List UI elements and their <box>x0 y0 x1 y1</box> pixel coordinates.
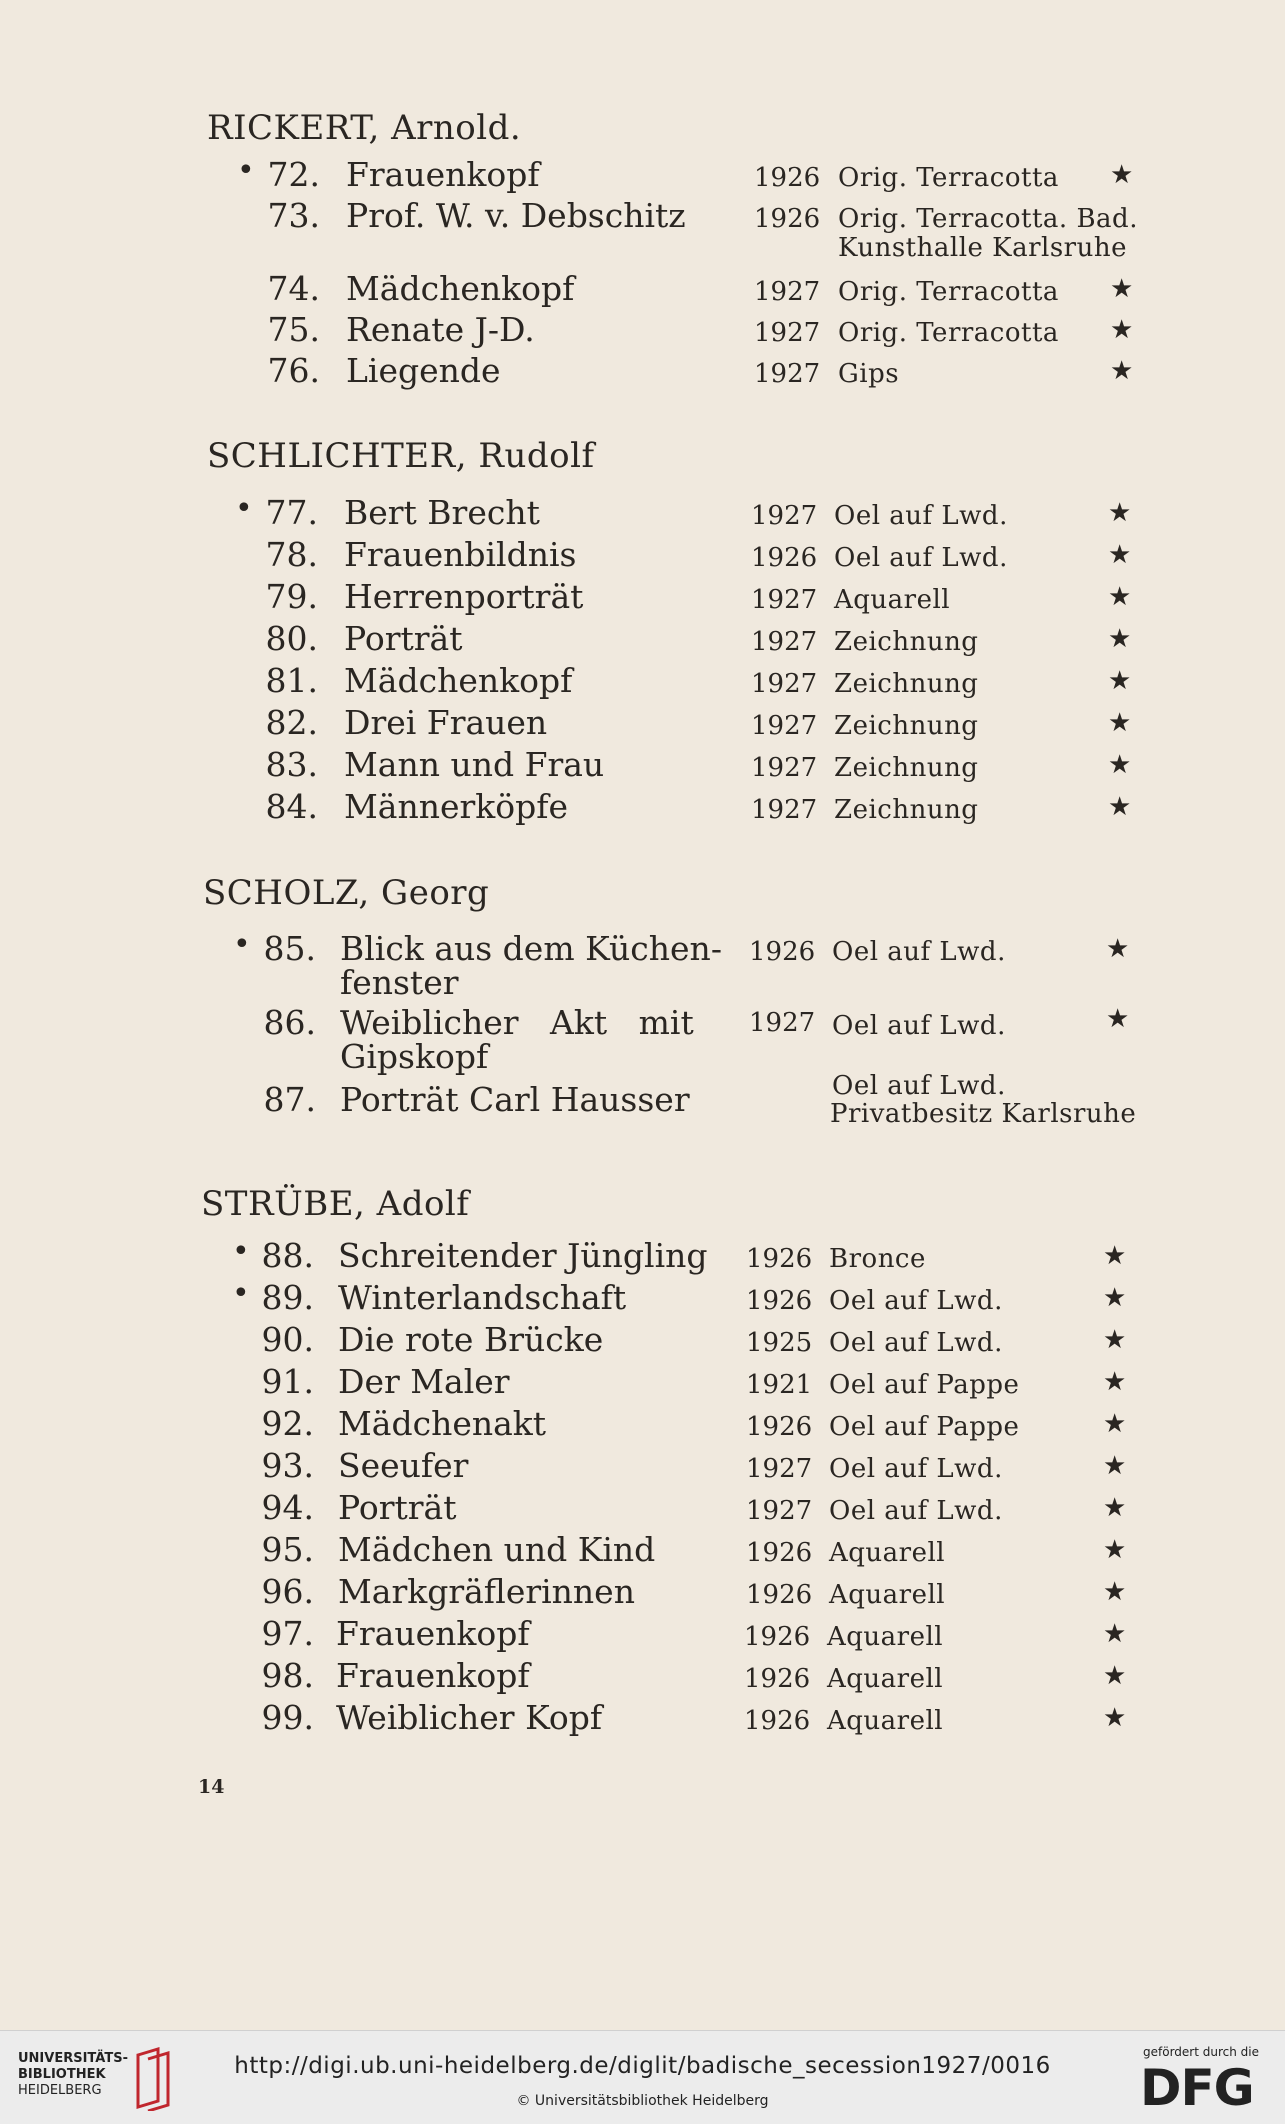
entry-number: 88. <box>261 1236 314 1275</box>
entry-number: 79. <box>265 577 318 616</box>
star-icon: ★ <box>1103 1535 1127 1565</box>
star-icon: ★ <box>1103 1493 1127 1523</box>
star-icon: ★ <box>1103 1241 1127 1271</box>
entry-medium: Orig. Terracotta <box>838 318 1059 348</box>
entry-year: 1925 <box>746 1328 813 1358</box>
entry-year: 1926 <box>744 1622 811 1652</box>
entry-number: 81. <box>265 661 318 700</box>
entry-title: Frauenbildnis <box>344 535 577 574</box>
entry-medium: Aquarell <box>834 585 951 615</box>
digitization-footer <box>0 2030 1285 2124</box>
entry-title: Seeufer <box>338 1446 469 1485</box>
star-icon: ★ <box>1106 1004 1130 1034</box>
star-icon: ★ <box>1110 356 1134 386</box>
entry-title: Der Maler <box>338 1362 510 1401</box>
artist-heading: RICKERT, Arnold. <box>207 108 522 148</box>
star-icon: ★ <box>1108 708 1132 738</box>
star-icon: ★ <box>1103 1451 1127 1481</box>
artist-heading: SCHLICHTER, Rudolf <box>207 436 595 476</box>
entry-number: 90. <box>261 1320 314 1359</box>
entry-title: Mädchenkopf <box>346 269 575 308</box>
entry-medium: Zeichnung <box>834 669 979 699</box>
entry-number: 77. <box>265 493 318 532</box>
entry-medium-note: Privatbesitz Karlsruhe <box>830 1099 1137 1129</box>
entry-number: 80. <box>265 619 318 658</box>
entry-medium: Zeichnung <box>834 753 979 783</box>
entry-number: 75. <box>267 310 320 349</box>
entry-title: Porträt <box>344 619 463 658</box>
entry-number: 98. <box>261 1656 314 1695</box>
entry-year: 1926 <box>754 204 821 234</box>
entry-number: 89. <box>261 1278 314 1317</box>
star-icon: ★ <box>1106 934 1130 964</box>
entry-number: 74. <box>267 269 320 308</box>
entry-year: 1927 <box>754 277 821 307</box>
entry-title: Prof. W. v. Debschitz <box>346 196 686 235</box>
star-icon: ★ <box>1108 624 1132 654</box>
entry-year: 1927 <box>754 359 821 389</box>
entry-year: 1926 <box>746 1286 813 1316</box>
entry-medium: Aquarell <box>829 1580 946 1610</box>
entry-medium: Aquarell <box>827 1622 944 1652</box>
entry-year: 1926 <box>746 1412 813 1442</box>
entry-number: 95. <box>261 1530 314 1569</box>
entry-title: Blick aus dem Küchen- <box>340 929 722 968</box>
entry-number: 85. <box>263 929 316 968</box>
star-icon: ★ <box>1108 498 1132 528</box>
entry-medium: Aquarell <box>827 1664 944 1694</box>
entry-title: Mädchenkopf <box>344 661 573 700</box>
entry-year: 1926 <box>746 1538 813 1568</box>
entry-medium: Orig. Terracotta <box>838 277 1059 307</box>
star-icon: ★ <box>1110 160 1134 190</box>
entry-year: 1927 <box>751 501 818 531</box>
entry-year: 1926 <box>744 1706 811 1736</box>
entry-number: 73. <box>267 196 320 235</box>
entry-title: Mann und Frau <box>344 745 605 784</box>
entry-year: 1927 <box>751 669 818 699</box>
entry-number: 87. <box>263 1080 316 1119</box>
star-icon: ★ <box>1108 540 1132 570</box>
entry-title: Weiblicher Akt mit <box>340 1003 694 1042</box>
entry-number: 83. <box>265 745 318 784</box>
star-icon: ★ <box>1103 1325 1127 1355</box>
entry-year: 1926 <box>746 1580 813 1610</box>
entry-title: Winterlandschaft <box>338 1278 627 1317</box>
entry-number: 78. <box>265 535 318 574</box>
entry-medium: Zeichnung <box>834 711 979 741</box>
highlight-dot: • <box>232 1234 250 1269</box>
entry-title: Schreitender Jüngling <box>338 1236 708 1275</box>
star-icon: ★ <box>1103 1619 1127 1649</box>
entry-title: Frauenkopf <box>336 1656 530 1695</box>
star-icon: ★ <box>1103 1409 1127 1439</box>
entry-year: 1921 <box>746 1370 813 1400</box>
entry-medium: Zeichnung <box>834 795 979 825</box>
star-icon: ★ <box>1103 1367 1127 1397</box>
entry-year: 1926 <box>746 1244 813 1274</box>
entry-title: Porträt <box>338 1488 457 1527</box>
star-icon: ★ <box>1103 1703 1127 1733</box>
highlight-dot: • <box>237 153 255 188</box>
entry-number: 97. <box>261 1614 314 1653</box>
highlight-dot: • <box>232 1276 250 1311</box>
entry-title: Mädchen und Kind <box>338 1530 656 1569</box>
star-icon: ★ <box>1110 274 1134 304</box>
page-number: 14 <box>198 1776 225 1798</box>
library-name-line3: HEIDELBERG <box>18 2083 102 2098</box>
copyright-notice: © Universitätsbibliothek Heidelberg <box>516 2093 769 2109</box>
star-icon: ★ <box>1108 792 1132 822</box>
source-url-link[interactable]: http://digi.ub.uni-heidelberg.de/diglit/badische_secession1927/0016 <box>234 2053 1051 2079</box>
highlight-dot: • <box>233 927 251 962</box>
entry-title: Markgräflerinnen <box>338 1572 635 1611</box>
entry-title: Männerköpfe <box>344 787 569 826</box>
entry-medium: Oel auf Lwd. <box>829 1496 1003 1526</box>
star-icon: ★ <box>1103 1577 1127 1607</box>
entry-number: 84. <box>265 787 318 826</box>
funding-note: gefördert durch die <box>1143 2045 1259 2059</box>
entry-title: Frauenkopf <box>346 155 540 194</box>
entry-medium: Bronce <box>829 1244 926 1274</box>
entry-year: 1927 <box>751 711 818 741</box>
entry-medium: Oel auf Lwd. <box>829 1454 1003 1484</box>
star-icon: ★ <box>1103 1283 1127 1313</box>
dfg-logo: DFG <box>1140 2059 1254 2117</box>
entry-medium: Zeichnung <box>834 627 979 657</box>
entry-number: 99. <box>261 1698 314 1737</box>
entry-medium: Oel auf Lwd. <box>834 543 1008 573</box>
entry-number: 93. <box>261 1446 314 1485</box>
entry-title: Weiblicher Kopf <box>336 1698 603 1737</box>
entry-number: 92. <box>261 1404 314 1443</box>
entry-medium: Orig. Terracotta. Bad. <box>838 204 1138 234</box>
entry-year: 1926 <box>749 937 816 967</box>
entry-medium: Oel auf Lwd. <box>832 1011 1006 1041</box>
entry-title-continued: Gipskopf <box>340 1037 489 1076</box>
entry-title: Bert Brecht <box>344 493 540 532</box>
entry-number: 91. <box>261 1362 314 1401</box>
entry-medium: Oel auf Lwd. <box>834 501 1008 531</box>
entry-medium: Orig. Terracotta <box>838 163 1059 193</box>
library-name-line2: BIBLIOTHEK <box>18 2067 106 2082</box>
entry-year: 1927 <box>751 753 818 783</box>
entry-medium: Oel auf Pappe <box>829 1412 1020 1442</box>
entry-title: Liegende <box>346 351 501 390</box>
entry-year: 1926 <box>754 163 821 193</box>
highlight-dot: • <box>235 491 253 526</box>
entry-title: Drei Frauen <box>344 703 548 742</box>
entry-year: 1927 <box>749 1008 816 1038</box>
entry-title: Herrenporträt <box>344 577 584 616</box>
entry-year: 1926 <box>751 543 818 573</box>
entry-medium: Oel auf Lwd. <box>829 1286 1003 1316</box>
entry-medium-note: Kunsthalle Karlsruhe <box>838 233 1127 263</box>
artist-heading: STRÜBE, Adolf <box>201 1184 470 1224</box>
entry-medium: Aquarell <box>829 1538 946 1568</box>
library-name-line1: UNIVERSITÄTS- <box>18 2051 128 2066</box>
entry-medium: Oel auf Lwd. <box>829 1328 1003 1358</box>
entry-medium: Oel auf Pappe <box>829 1370 1020 1400</box>
entry-title-continued: fenster <box>340 963 459 1002</box>
entry-number: 82. <box>265 703 318 742</box>
entry-year: 1927 <box>754 318 821 348</box>
star-icon: ★ <box>1103 1661 1127 1691</box>
entry-medium: Gips <box>838 359 900 389</box>
star-icon: ★ <box>1108 666 1132 696</box>
entry-medium: Aquarell <box>827 1706 944 1736</box>
entry-title: Frauenkopf <box>336 1614 530 1653</box>
entry-year: 1926 <box>744 1664 811 1694</box>
entry-year: 1927 <box>751 795 818 825</box>
entry-number: 72. <box>267 155 320 194</box>
entry-number: 76. <box>267 351 320 390</box>
entry-number: 94. <box>261 1488 314 1527</box>
entry-year: 1927 <box>751 627 818 657</box>
entry-year: 1927 <box>746 1496 813 1526</box>
entry-year: 1927 <box>746 1454 813 1484</box>
entry-title: Mädchenakt <box>338 1404 547 1443</box>
artist-heading: SCHOLZ, Georg <box>203 873 490 913</box>
entry-title: Porträt Carl Hausser <box>340 1080 690 1119</box>
star-icon: ★ <box>1110 315 1134 345</box>
entry-number: 96. <box>261 1572 314 1611</box>
entry-number: 86. <box>263 1003 316 1042</box>
star-icon: ★ <box>1108 750 1132 780</box>
star-icon: ★ <box>1108 582 1132 612</box>
entry-medium: Oel auf Lwd. <box>832 937 1006 967</box>
entry-year: 1927 <box>751 585 818 615</box>
entry-medium: Oel auf Lwd. <box>832 1071 1006 1101</box>
entry-title: Die rote Brücke <box>338 1320 604 1359</box>
entry-title: Renate J-D. <box>346 310 535 349</box>
